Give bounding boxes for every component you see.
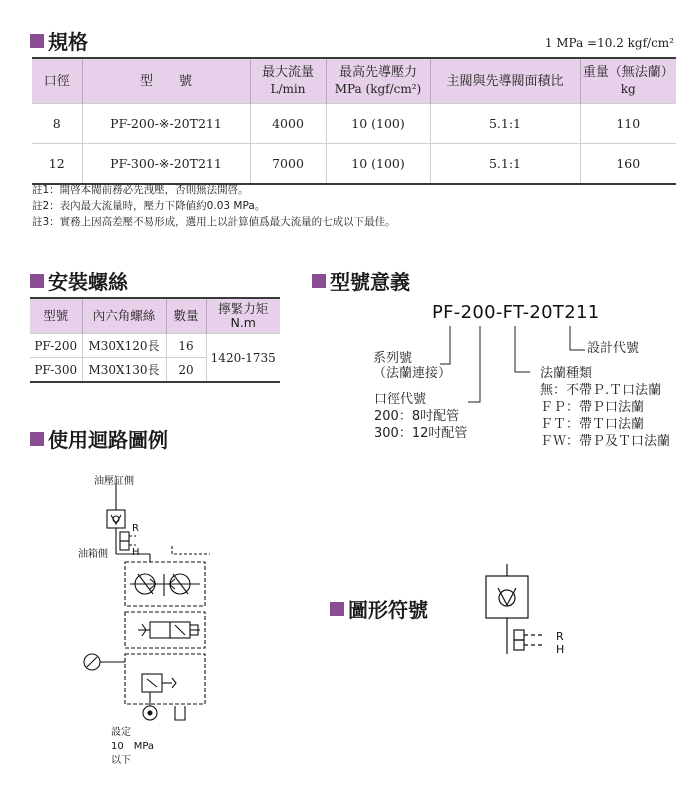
circuit-title: 使用迴路圖例 xyxy=(30,424,168,453)
flange-ft: ＦＴ：帶Ｔ口法蘭 xyxy=(540,417,645,432)
symbol-port-h: H xyxy=(556,643,565,656)
model-code: PF-200-FT-20T211 xyxy=(432,302,600,323)
flange-leader xyxy=(515,326,530,372)
cylinder-side-label: 油壓缸側 xyxy=(94,476,134,487)
torque-value: 1420-1735 xyxy=(206,334,280,383)
setting-line-2: 10 MPa xyxy=(111,741,155,752)
col-ratio: 主閥與先導閥面積比 xyxy=(430,58,580,104)
spec-title: 規格 xyxy=(30,26,88,55)
title-marker xyxy=(330,602,344,616)
bolt-header-row: 型號 內六角螺絲 數量 擰緊力矩 N.m xyxy=(30,298,280,334)
symbol-title: 圖形符號 xyxy=(330,594,428,623)
col-size: 口徑 xyxy=(32,58,82,104)
design-code-label: 設計代號 xyxy=(587,341,640,356)
symbol-port-r: R xyxy=(556,630,564,643)
setting-line-1: 設定 xyxy=(111,727,131,738)
col-weight: 重量（無法蘭） kg xyxy=(580,58,676,104)
note-1: 註1：開啓本閥前務必先洩壓，否則無法開啓。 xyxy=(32,184,249,196)
note-2: 註2：表內最大流量時，壓力下降値約0.03 MPa。 xyxy=(32,200,266,212)
table-row: 8 PF-200-※-20T211 4000 10 (100) 5.1:1 110 xyxy=(32,104,676,144)
title-marker xyxy=(30,432,44,446)
bore-200: 200：8吋配管 xyxy=(374,409,460,424)
spec-notes xyxy=(32,182,396,230)
spec-table xyxy=(32,57,676,185)
design-leader xyxy=(570,326,585,350)
col-model: 型 號 xyxy=(82,58,250,104)
series-sub-label: （法蘭連接） xyxy=(373,366,452,381)
title-marker xyxy=(30,34,44,48)
title-marker xyxy=(30,274,44,288)
circuit-port-h: H xyxy=(132,547,140,558)
circuit-port-r: R xyxy=(132,523,139,534)
series-label: 系列號 xyxy=(373,351,413,366)
table-row: PF-300 M30X130長 20 xyxy=(30,358,280,383)
table-row: PF-200 M30X120長 16 1420-1735 xyxy=(30,334,280,358)
check-valve-box xyxy=(107,510,125,528)
model-title: 型號意義 xyxy=(312,266,410,295)
note-3: 註3：實務上因高差壓不易形成，選用上以計算値爲最大流量的七成以下最佳。 xyxy=(32,216,396,228)
bolt-title: 安裝螺絲 xyxy=(30,266,128,295)
flange-none: 無：不帶Ｐ.Ｔ口法蘭 xyxy=(540,383,662,398)
bore-label: 口徑代號 xyxy=(374,392,427,407)
bolt-table xyxy=(30,297,280,383)
symbol-check-valve-box xyxy=(486,576,528,618)
flange-label: 法蘭種類 xyxy=(540,366,593,381)
table-row: 12 PF-300-※-20T211 7000 10 (100) 5.1:1 160 xyxy=(32,144,676,185)
flange-fp: ＦＰ：帶Ｐ口法蘭 xyxy=(540,400,645,415)
bore-300: 300：12吋配管 xyxy=(374,426,468,441)
valve-symbol xyxy=(480,564,560,664)
spec-header-row xyxy=(32,58,676,104)
unit-conversion: 1 MPa =10.2 kgf/cm² xyxy=(544,36,674,50)
tank-side-label: 油箱側 xyxy=(78,549,108,560)
series-leader xyxy=(440,326,450,364)
flange-fw: ＦＷ：帶Ｐ及Ｔ口法蘭 xyxy=(540,434,671,449)
col-flow: 最大流量 L/min xyxy=(250,58,326,104)
title-marker xyxy=(312,274,326,288)
col-pressure: 最高先導壓力 MPa (kgf/cm²) xyxy=(326,58,430,104)
bore-leader xyxy=(468,326,480,402)
hydraulic-circuit-diagram xyxy=(80,484,220,724)
pilot-relief-block xyxy=(125,654,205,704)
setting-line-3: 以下 xyxy=(111,755,131,766)
